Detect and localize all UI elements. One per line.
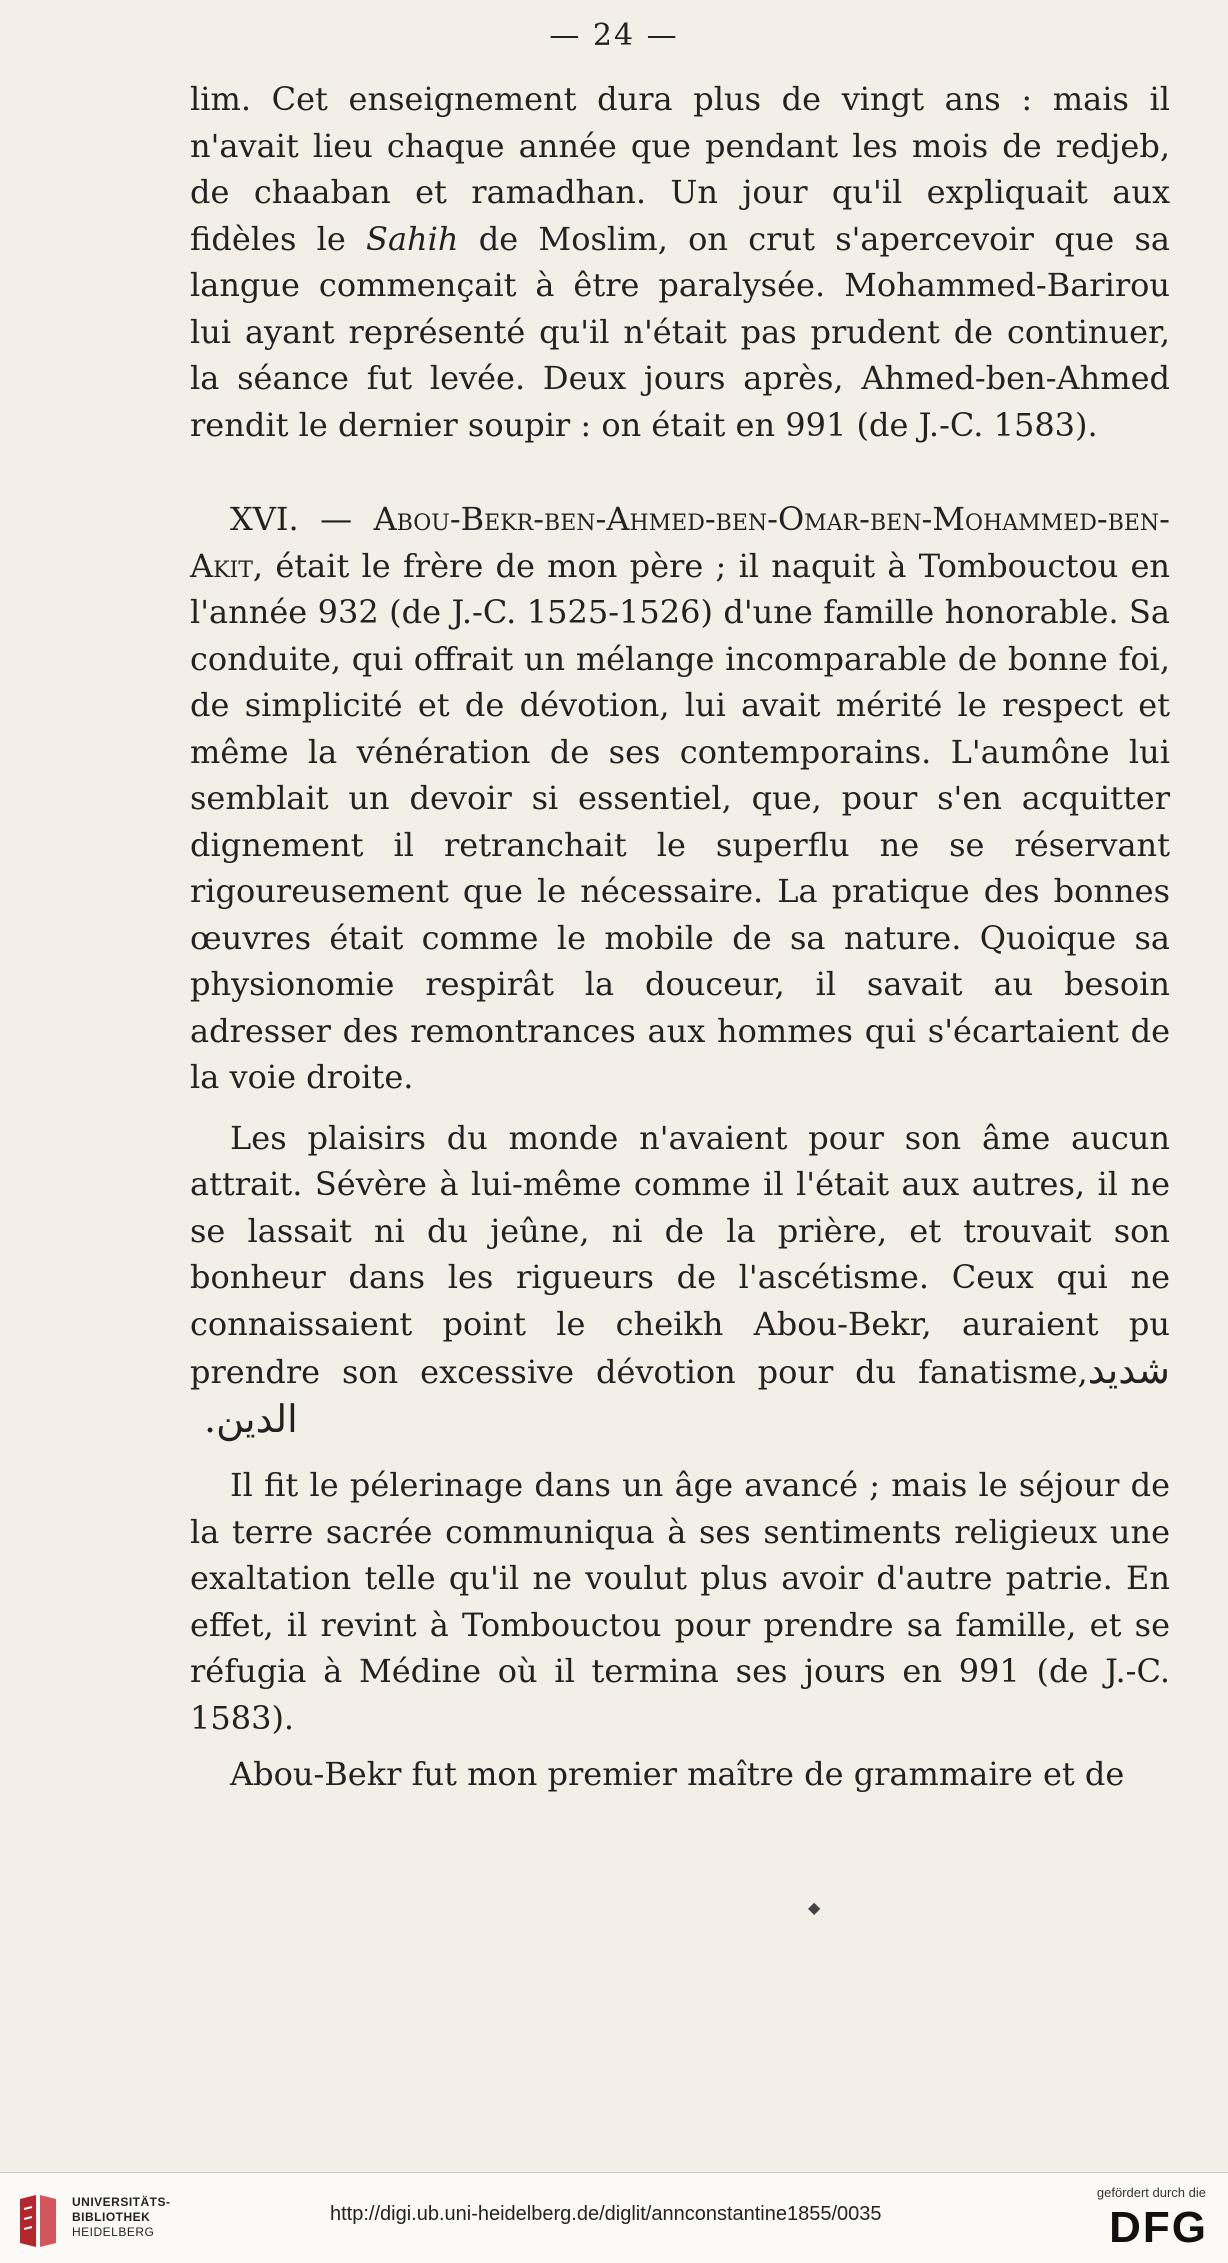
person-name: Abou-Bekr-ben-Ahmed-ben-Omar-ben-Mohammed-ben-Akit — [190, 500, 1170, 585]
section-number: XVI. — — [230, 500, 374, 538]
paragraph-5 — [190, 1751, 1170, 1798]
source-url-link[interactable]: http://digi.ub.uni-heidelberg.de/diglit/annconstantine1855/0035 — [330, 2203, 882, 2225]
institution-name — [72, 2195, 171, 2240]
institution-line-3: HEIDELBERG — [72, 2225, 155, 2239]
institution-line-1: UNIVERSITÄTS- — [72, 2195, 171, 2209]
paragraph-2-text: , était le frère de mon père ; il naquit à Tombouctou en l'année 932 (de J.-C. 1525-1526) d'une famille honorable. Sa conduite, qui offrait un mélange incomparable de bonne foi, de simplicité et de dévotion, lui avait mérité le respect et même la vénération de ses contemporains. L'aumône lui semblait un devoir si essentiel, que, pour s'en acquitter dignement il retranchait le superflu ne se réservant rigoureusement que le nécessaire. La pratique des bonnes œuvres était comme le mobile de sa nature. Quoique sa physionomie respirât la douceur, il savait au besoin adresser des remontrances aux hommes qui s'écartaient de la voie droite. — [190, 546, 1170, 1096]
body-text — [190, 76, 1170, 1798]
footer-bar — [0, 2172, 1228, 2263]
paragraph-3-text: Les plaisirs du monde n'avaient pour son âme aucun attrait. Sévère à lui-même comme il l'était aux autres, il ne se lassait ni du jeûne, ni de la prière, et trouvait son bonheur dans les rigueurs de l'ascétisme. Ceux qui ne connaissaient point le cheikh Abou-Bekr, auraient pu prendre son excessive dévotion pour du fanatisme, — [190, 1118, 1170, 1391]
sahih-italic: Sahih — [366, 219, 459, 258]
paragraph-1-text: lim. Cet enseignement dura plus de vingt ans : mais il n'avait lieu chaque année que pendant les mois de redjeb, de chaaban et ramadhan. Un jour qu'il expliquait aux fidèles le — [190, 80, 1170, 258]
paragraph-3 — [190, 1115, 1170, 1445]
paragraph-2 — [190, 496, 1170, 1101]
arabic-phrase: شديد الدين. — [204, 1348, 1170, 1441]
sponsor-caption: gefördert durch die — [1096, 2185, 1206, 2200]
paragraph-4-text: Il fit le pélerinage dans un âge avancé ; mais le séjour de la terre sacrée communiqua à ses sentiments religieux une exaltation telle qu'il ne voulut plus avoir d'autre patrie. En effet, il revint à Tombouctou pour prendre sa famille, et se réfugia à Médine où il termina ses jours en 991 (de J.-C. 1583). — [190, 1466, 1170, 1737]
dfg-logo: DFG — [1109, 2203, 1208, 2252]
paragraph-5-text: Abou-Bekr fut mon premier maître de grammaire et de — [230, 1755, 1125, 1793]
ink-mark: ◆ — [808, 1898, 821, 1917]
university-logo-icon — [14, 2191, 62, 2251]
paragraph-4 — [190, 1462, 1170, 1741]
paragraph-1 — [190, 76, 1170, 448]
institution-line-2: BIBLIOTHEK — [72, 2210, 151, 2224]
paragraph-1-end: de Moslim, on crut s'apercevoir que sa langue commençait à être paralysée. Mohammed-Barirou lui ayant représenté qu'il n'était pas prudent de continuer, la séance fut levée. Deux jours après, Ahmed-ben-Ahmed rendit le dernier soupir : on était en 991 (de J.-C. 1583). — [190, 219, 1171, 444]
page-number: — 24 — — [549, 18, 679, 53]
